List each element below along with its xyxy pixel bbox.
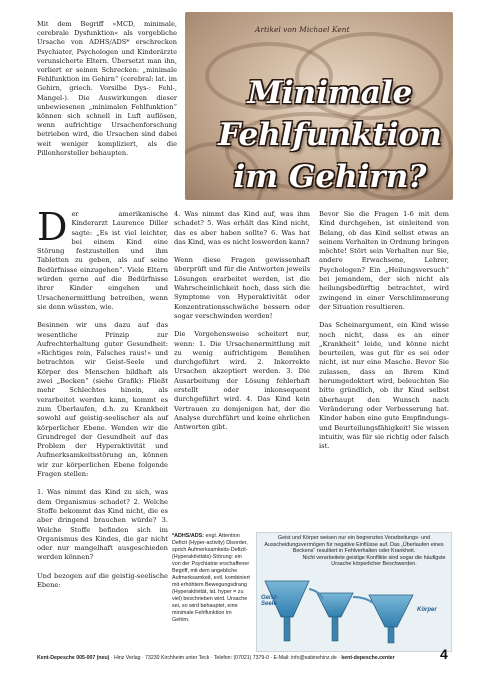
footer-contact: · Hinz Verlag · 73230 Kirchheim unter Teck · Telefon: (07021) 7379-0 · E-Mail: info@sabinehinz.de · <box>109 655 342 661</box>
paragraph: Bevor Sie die Fragen 1-6 mit dem Kind durchgehen, ist einleitend von Belang, ob das Kind selbst etwas an seinem Verhalten in Ordnung bringen möchte! Stört sein Verhalten nur Sie, andere Erwachsene, Lehrer, Psychologen? Ein „Heilungsversuch“ bei jemandem, der sich nicht als heilungsbedürftig betrachtet, wird zwingend in einer Verschlimmerung der Situation resultieren. <box>319 210 449 311</box>
label-koerper: Körper <box>417 607 437 613</box>
intro-text <box>37 20 177 158</box>
caption-note: Nicht verarbeitete geistige Konflikte sind sogar die häufigste Ursache körperlicher Beschwerden. <box>302 554 446 568</box>
basin-drawing <box>257 533 451 651</box>
paragraph: 1. Was nimmt das Kind zu sich, was dem Organismus schadet? 2. Welche Stoffe bekommt das Kind nicht, die es aber dringend brauchen würde? 3. Welche Stoffe befinden sich im Organismus des Kindes, die gar nicht oder nur mangelhaft ausgeschieden werden können? <box>37 488 168 562</box>
pipe-icon <box>388 627 394 643</box>
glossary-box <box>172 533 250 624</box>
paragraph: Und bezogen auf die geistig-seelische Ebene: <box>37 571 168 589</box>
paragraph: Das Scheinargument, ein Kind wisse noch nicht, dass es an einer „Krankheit“ leide, und könne nicht beurteilen, was gut für es sei oder nicht, ist nur eine Masche. Bevor Sie zulassen, dass an Ihrem Kind herumgedoktert wird, beleuchten Sie bitte gründlich, ob ihr Kind selbst überhaupt den Wunsch nach Veränderung oder Verbesserung hat. Kinder haben eine gute Empfindungs- und Beurteilungsfähigkeit! Sie wissen intuitiv, was für sie richtig oder falsch ist. <box>319 321 449 451</box>
text-column-2 <box>174 210 310 442</box>
text-column-3 <box>319 210 449 460</box>
text-column-1 <box>37 205 168 599</box>
paragraph: Wenn diese Fragen gewissenhaft überprüft und für die Antworten jeweils Lösungen erarbeitet werden, ist die Wahrscheinlichkeit hoch, dass sich die Symptome von Hyperaktivität oder Konzentrationsschwäche bessern oder sogar verschwinden werden! <box>174 256 310 320</box>
intro-paragraph: Mit dem Begriff »MCD, minimale, cerebrale Dysfunktion« als vorgebliche Ursache von ADHS/ADS* erschrecken Psychiater, Psychologen und Kinderärzte verunsicherte Eltern. Übersetzt man ihn, verliert er seinen Schrecken: „minimale Fehlfunktion im Gehirn“ (cerebral: lat. im Gehirn, griech. Vorsilbe Dys-: Fehl-, Mangel-). Die Auswirkungen dieser unbewiesenen „minimalen Fehlfunktion“ können sich schnell in Luft auflösen, wenn aufrichtige Ursachenforschung betrieben wird, die Ursachen sind dabei weit weniger kompliziert, als die Pillenhersteller behaupten. <box>37 20 177 157</box>
paragraph: 4. Was nimmt das Kind auf, was ihm schadet? 5. Was erhält das Kind nicht, das es aber haben sollte? 6. Was hat das Kind, was es nicht loswerden kann? <box>174 210 310 246</box>
basin-illustration <box>256 532 452 652</box>
paragraph-text: er amerikanische Kinderarzt Laurence Diller sagte: „Es ist viel leichter, bei einem Kind eine Störung festzustellen und ihm Tabletten zu geben, als auf seine Bedürfnisse einzugehen“. Viele Eltern würden gerne auf die Bedürfnisse ihrer Kinder eingehen und Ursachenermittlung betreiben, wenn sie denn wüssten, wie. <box>37 210 168 311</box>
article-byline: Artikel von Michael Kent <box>255 25 350 34</box>
title-line: Minimale <box>247 75 413 111</box>
caption-text: Geist und Körper weisen nur ein begrenztes Verarbeitungs- und Ausscheidungsvermögen für negative Einflüsse auf. Das „Überlaufen eines Beckens“ resultiert in Fehlverhalten oder Krankheit. <box>264 535 444 555</box>
glossary-term: *ADHS/ADS: <box>172 533 205 539</box>
page-footer <box>37 655 443 661</box>
funnel-icon <box>369 595 413 627</box>
pipe-icon <box>284 617 290 641</box>
overflow-stream <box>353 597 373 603</box>
article-title <box>205 72 455 198</box>
title-line: im Gehirn? <box>233 159 427 195</box>
glossary-text: engl. Attention Deficit (Hyper-activity) Disorder, sprich Aufmerksamkeits-Defizit-(Hyperaktivitäts)-Störung: ein von der Psychiatrie erschaffener Begriff, mit dem angebliche Aufmerksamkeit, evtl. kombiniert mit erhöhtem Bewegungsdrang (Hyperaktivität, lat. hyper = zu viel) beschrieben wird. Ursache sei, so wird behauptet, eine minimale Fehlfunktion im Gehirn. <box>172 533 250 623</box>
paragraph: Besinnen wir uns dazu auf das wesentliche Prinzip zur Aufrechterhaltung guter Gesundheit: »Richtiges rein, Falsches raus!« und betrachten wir Geist-Seele und Körper des Menschen bildhaft als zwei „Becken“ (siehe Grafik): Fließt mehr Schlechtes hinein, als verarbeitet werden kann, kommt es zum Überlaufen, d.h. zu Krankheit sowohl auf geistig-seelischer als auf körperlicher Ebene. Wenden wir die Grundregel der Gesundheit auf das Problem der Hyperaktivität und Aufmerksamkeitsstörung an, können wir zur körperlichen Ebene folgende Fragen stellen: <box>37 321 168 479</box>
paragraph: Die Vorgehensweise scheitert nur, wenn: 1. Die Ursachenermittlung mit zu wenig aufrichtigem Bemühen durchgeführt wird. 2. Inkorrekte Ursachen akzeptiert werden. 3. Die Ausarbeitung der Lösung fehlerhaft erstellt oder inkonsequent durchgeführt wird. 4. Das Kind kein Vertrauen zu demjenigen hat, der die Analyse durchführt und keine ehrlichen Antworten gibt. <box>174 330 310 432</box>
paragraph <box>37 205 168 312</box>
title-line: Fehlfunktion <box>218 117 442 153</box>
footer-website: kent-depesche.center <box>341 655 395 661</box>
drop-cap: D <box>37 205 68 249</box>
footer-publication: Kent-Depesche 005-007 (neu) <box>37 655 110 661</box>
page-number: 4 <box>440 646 448 662</box>
label-geist-seele: Geist-Seele <box>261 595 279 607</box>
pipe-icon <box>332 617 338 641</box>
